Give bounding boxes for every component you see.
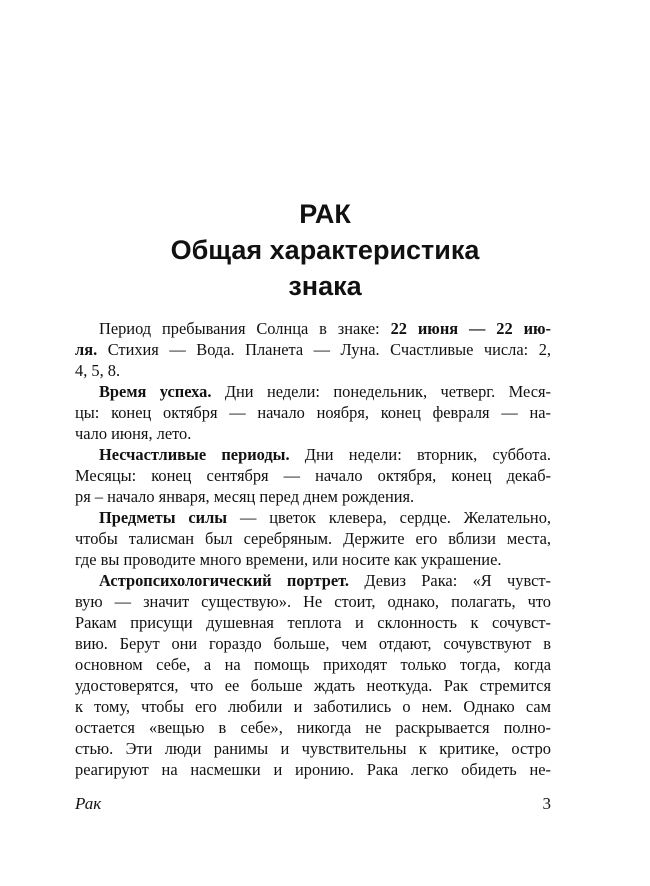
date-range-bold: ля. [75,340,98,359]
text-line: Месяцы: конец сентября — начало октября, конец декаб- [75,466,551,485]
chapter-subtitle-line-1: Общая характеристика [170,235,480,265]
text-line [75,339,551,360]
paragraph-heading: Предметы силы [99,508,228,527]
text-line: реагируют на насмешки и иронию. Рака легко обидеть не- [75,760,551,779]
text-run: Стихия — Вода. Планета — Луна. Счастливые числа: 2, [97,340,551,359]
text-run: Девиз Рака: «Я чувст- [349,571,551,590]
body-text [75,318,551,780]
text-line [75,570,551,591]
date-range-bold: 22 июня — 22 ию- [390,319,552,338]
paragraph-heading: Астропсихологический портрет. [99,571,350,590]
text-run: Период пребывания Солнца в знаке: [99,319,391,338]
running-footer-title: Рак [75,794,102,813]
text-line [75,381,551,402]
paragraph-heading: Несчастливые периоды. [99,445,290,464]
text-line [75,507,551,528]
text-run: Дни недели: понедельник, четверг. Меся- [211,382,551,401]
page-number: 3 [542,794,551,813]
text-line: цы: конец октября — начало ноября, конец февраля — на- [75,403,551,422]
text-line: вию. Берут они гораздо больше, чем отдают, сочувствуют в [75,634,551,653]
text-run: — цветок клевера, сердце. Желательно, [227,508,551,527]
text-line: 4, 5, 8. [75,361,121,380]
chapter-subtitle-line-2: знака [288,271,362,301]
chapter-title: РАК [299,199,351,229]
paragraph-unlucky-periods [75,444,551,507]
chapter-heading [60,196,590,304]
text-line: основном себе, а на помощь приходят только тогда, когда [75,655,551,674]
paragraph-success-time [75,381,551,444]
text-line [75,444,551,465]
paragraph-sun-period [75,318,551,381]
paragraph-power-objects [75,507,551,570]
text-line: остается «вещью в себе», никогда не раскрывается полно- [75,718,551,737]
text-run: Дни недели: вторник, суббота. [289,445,551,464]
text-line: удостоверятся, что ее больше ждать неоткуда. Рак стремится [75,676,551,695]
text-line: стью. Эти люди ранимы и чувствительны к критике, остро [75,739,551,758]
text-line: чало июня, лето. [75,424,192,443]
text-line: вую — значит существую». Не стоит, однако, полагать, что [75,592,551,611]
text-line: Ракам присущи душевная теплота и склонность к сочувст- [75,613,551,632]
text-line: чтобы талисман был серебряным. Держите его вблизи места, [75,529,551,548]
text-line: где вы проводите много времени, или носите как украшение. [75,550,502,569]
paragraph-heading: Время успеха. [99,382,212,401]
text-line: к тому, чтобы его любили и заботились о нем. Однако сам [75,697,551,716]
paragraph-astro-portrait [75,570,551,780]
text-line: ря – начало января, месяц перед днем рождения. [75,487,415,506]
text-line [75,318,551,339]
